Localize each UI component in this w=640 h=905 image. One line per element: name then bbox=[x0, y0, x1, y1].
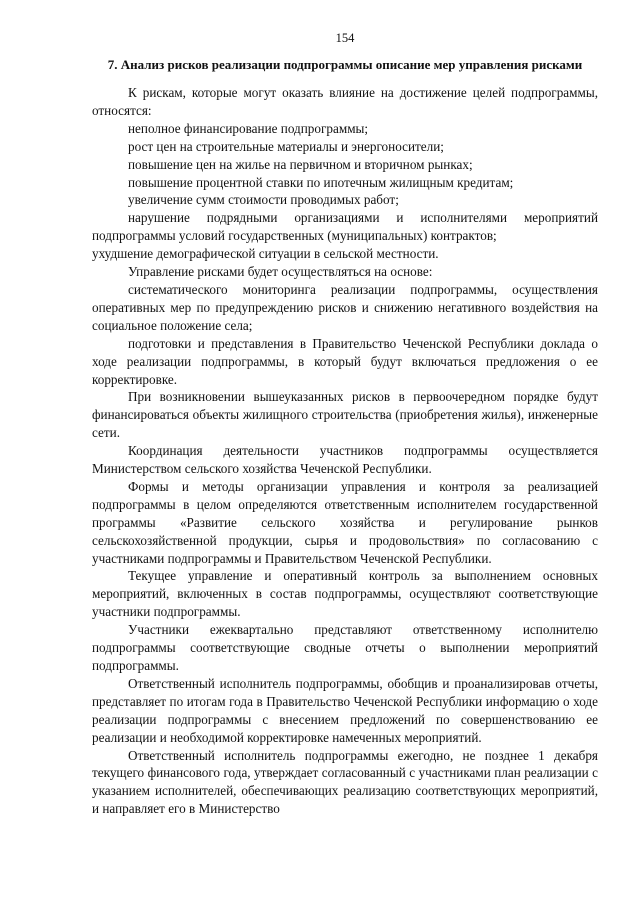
list-item: подготовки и представления в Правительство Чеченской Республики доклада о ходе реализации подпрограммы, в который будут включаться предложения о ее корректировке. bbox=[92, 335, 598, 387]
paragraph: Ответственный исполнитель подпрограммы, обобщив и проанализировав отчеты, представляет по итогам года в Правительство Чеченской Республики информацию о ходе реализации подпрограммы с внесением предложений по совершенствованию ее реализации и необходимой корректировке намеченных мероприятий. bbox=[92, 675, 598, 745]
list-item: систематического мониторинга реализации подпрограммы, осуществления оперативных мер по предупреждению рисков и снижению негативного воздействия на социальное положение села; bbox=[92, 281, 598, 333]
paragraph: Участники ежеквартально представляют ответственному исполнителю подпрограммы соответствующие сводные отчеты о выполнении мероприятий подпрограммы. bbox=[92, 622, 598, 673]
document-page bbox=[92, 30, 598, 818]
page-number: 154 bbox=[335, 31, 355, 45]
list-item: увеличение сумм стоимости проводимых работ; bbox=[128, 192, 399, 208]
paragraph: При возникновении вышеуказанных рисков в первоочередном порядке будут финансироваться объекты жилищного строительства (приобретения жилья), инженерные сети. bbox=[92, 389, 598, 441]
paragraph: К рискам, которые могут оказать влияние на достижение целей подпрограммы, относятся: bbox=[92, 85, 598, 118]
paragraph: Формы и методы организации управления и контроля за реализацией подпрограммы в целом определяются ответственным исполнителем государственной программы «Развитие сельского хозяйства и регулирование рынков сельскохозяйственной продукции, сырья и продовольствия» по согласованию с участниками подпрограммы и Правительством Чеченской Республики. bbox=[92, 478, 598, 566]
list-item: ухудшение демографической ситуации в сельской местности. bbox=[92, 246, 439, 262]
paragraph: Управление рисками будет осуществляться на основе: bbox=[128, 264, 433, 280]
list-item: нарушение подрядными организациями и исполнителями мероприятий подпрограммы условий государственных (муниципальных) контрактов; bbox=[92, 210, 598, 244]
list-item: неполное финансирование подпрограммы; bbox=[128, 120, 369, 136]
list-item: повышение цен на жилье на первичном и вторичном рынках; bbox=[128, 156, 473, 172]
section-heading: 7. Анализ рисков реализации подпрограммы описание мер управления рисками bbox=[107, 57, 583, 72]
list-item: рост цен на строительные материалы и энергоносители; bbox=[128, 138, 444, 154]
body-text bbox=[92, 84, 598, 818]
list-item: повышение процентной ставки по ипотечным жилищным кредитам; bbox=[128, 174, 514, 190]
paragraph: Текущее управление и оперативный контроль за выполнением основных мероприятий, включенных в состав подпрограммы, осуществляют соответствующие участники подпрограммы. bbox=[92, 568, 598, 620]
paragraph: Ответственный исполнитель подпрограммы ежегодно, не позднее 1 декабря текущего финансового года, утверждает согласованный с участниками план реализации с указанием исполнителей, обеспечивающих реализацию соответствующих мероприятий, и направляет его в Министерство bbox=[92, 747, 598, 817]
paragraph: Координация деятельности участников подпрограммы осуществляется Министерством сельского хозяйства Чеченской Республики. bbox=[92, 443, 598, 477]
